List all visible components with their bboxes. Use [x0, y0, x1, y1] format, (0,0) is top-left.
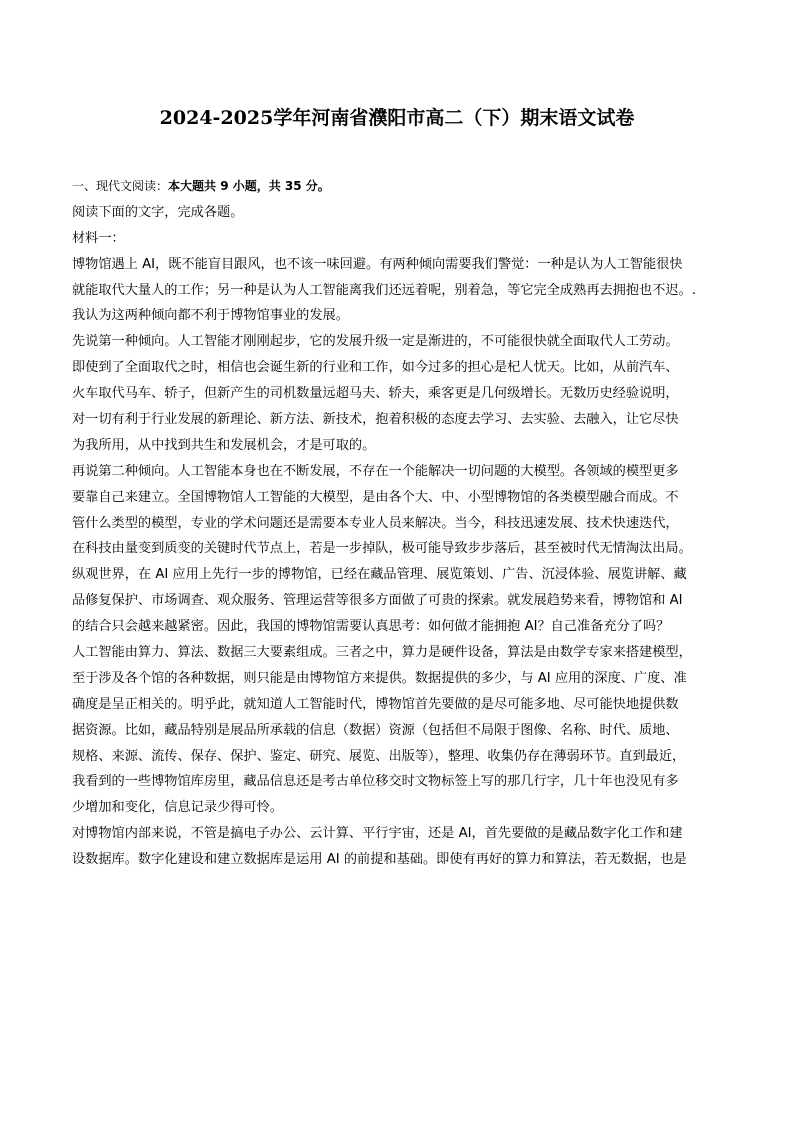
paragraph-line: 就能取代大量人的工作；另一种是认为人工智能离我们还远着呢，别着急，等它完全成熟再去拥抱也不迟。. [72, 282, 697, 298]
paragraph-line: 博物馆遇上 AI，既不能盲目跟风，也不该一味回避。有两种倾向需要我们警觉：一种是认为人工智能很快 [72, 256, 683, 272]
paragraph-line: 确度是呈正相关的。明乎此，就知道人工智能时代，博物馆首先要做的是尽可能多地、尽可能快地提供数 [72, 696, 679, 712]
section-info: 本大题共 9 小题，共 35 分。 [168, 179, 330, 193]
material-label: 材料一： [72, 230, 125, 246]
paragraph-line: 人工智能由算力、算法、数据三大要素组成。三者之中，算力是硬件设备，算法是由数学专家来搭建模型， [72, 645, 692, 661]
paragraph-line: 的结合只会越来越紧密。因此，我国的博物馆需要认真思考：如何做才能拥抱 AI？自己准备充分了吗？ [72, 619, 670, 635]
section-label: 一、现代文阅读： [72, 179, 169, 193]
paragraph-line: 对一切有利于行业发展的新理论、新方法、新技术，抱着积极的态度去学习、去实验、去融入，让它尽快 [72, 412, 679, 428]
paragraph-line: 火车取代马车、轿子，但新产生的司机数量远超马夫、轿夫，乘客更是几何级增长。无数历史经验说明， [72, 386, 679, 402]
paragraph-line: 至于涉及各个馆的各种数据，则只能是由博物馆方来提供。数据提供的多少，与 AI 应用的深度、广度、准 [72, 670, 687, 686]
section-heading [72, 174, 742, 200]
paragraph-line: 规格、来源、流传、保存、保护、鉴定、研究、展览、出版等），整理、收集仍存在薄弱环节。直到最近， [72, 748, 686, 764]
paragraph-line: 要靠自己来建立。全国博物馆人工智能的大模型，是由各个大、中、小型博物馆的各类模型融合而成。不 [72, 489, 679, 505]
page-title: 2024-2025学年河南省濮阳市高二（下）期末语文试卷 [159, 107, 635, 129]
paragraph-line: 少增加和变化，信息记录少得可怜。 [72, 800, 283, 816]
paragraph-line: 纵观世界，在 AI 应用上先行一步的博物馆，已经在藏品管理、展览策划、广告、沉浸体验、展览讲解、藏 [72, 567, 687, 583]
paragraph-line: 对博物馆内部来说，不管是搞电子办公、云计算、平行宇宙，还是 AI，首先要做的是藏品数字化工作和建 [72, 826, 683, 842]
paragraph-line: 品修复保护、市场调查、观众服务、管理运营等很多方面做了可贵的探索。就发展趋势来看，博物馆和 AI [72, 593, 683, 609]
paragraph-line: 再说第二种倾向。人工智能本身也在不断发展，不存在一个能解决一切问题的大模型。各领域的模型更多 [72, 463, 679, 479]
paragraph-line: 我认为这两种倾向都不利于博物馆事业的发展。 [72, 308, 349, 324]
paragraph-line: 据资源。比如，藏品特别是展品所承载的信息（数据）资源（包括但不局限于图像、名称、时代、质地、 [72, 722, 679, 738]
paragraph-line: 即使到了全面取代之时，相信也会诞生新的行业和工作，如今过多的担心是杞人忧天。比如，从前汽车、 [72, 360, 679, 376]
paragraph-line: 先说第一种倾向。人工智能才刚刚起步，它的发展升级一定是渐进的，不可能很快就全面取代人工劳动。 [72, 334, 679, 350]
paragraph-line: 为我所用，从中找到共生和发展机会，才是可取的。 [72, 437, 376, 453]
paragraph-line: 我看到的一些博物馆库房里，藏品信息还是考古单位移交时文物标签上写的那几行字，几十年也没见有多 [72, 774, 679, 790]
paragraph-line: 设数据库。数字化建设和建立数据库是运用 AI 的前提和基础。即使有再好的算力和算法，若无数据，也是 [72, 852, 687, 868]
paragraph-line: 在科技由量变到质变的关键时代节点上，若是一步掉队，极可能导致步步落后，甚至被时代无情淘汰出局。 [72, 541, 692, 557]
instruction-text: 阅读下面的文字，完成各题。 [72, 204, 244, 220]
paragraph-line: 管什么类型的模型，专业的学术问题还是需要本专业人员来解决。当今，科技迅速发展、技术快速迭代， [72, 515, 679, 531]
document-body [72, 174, 742, 873]
